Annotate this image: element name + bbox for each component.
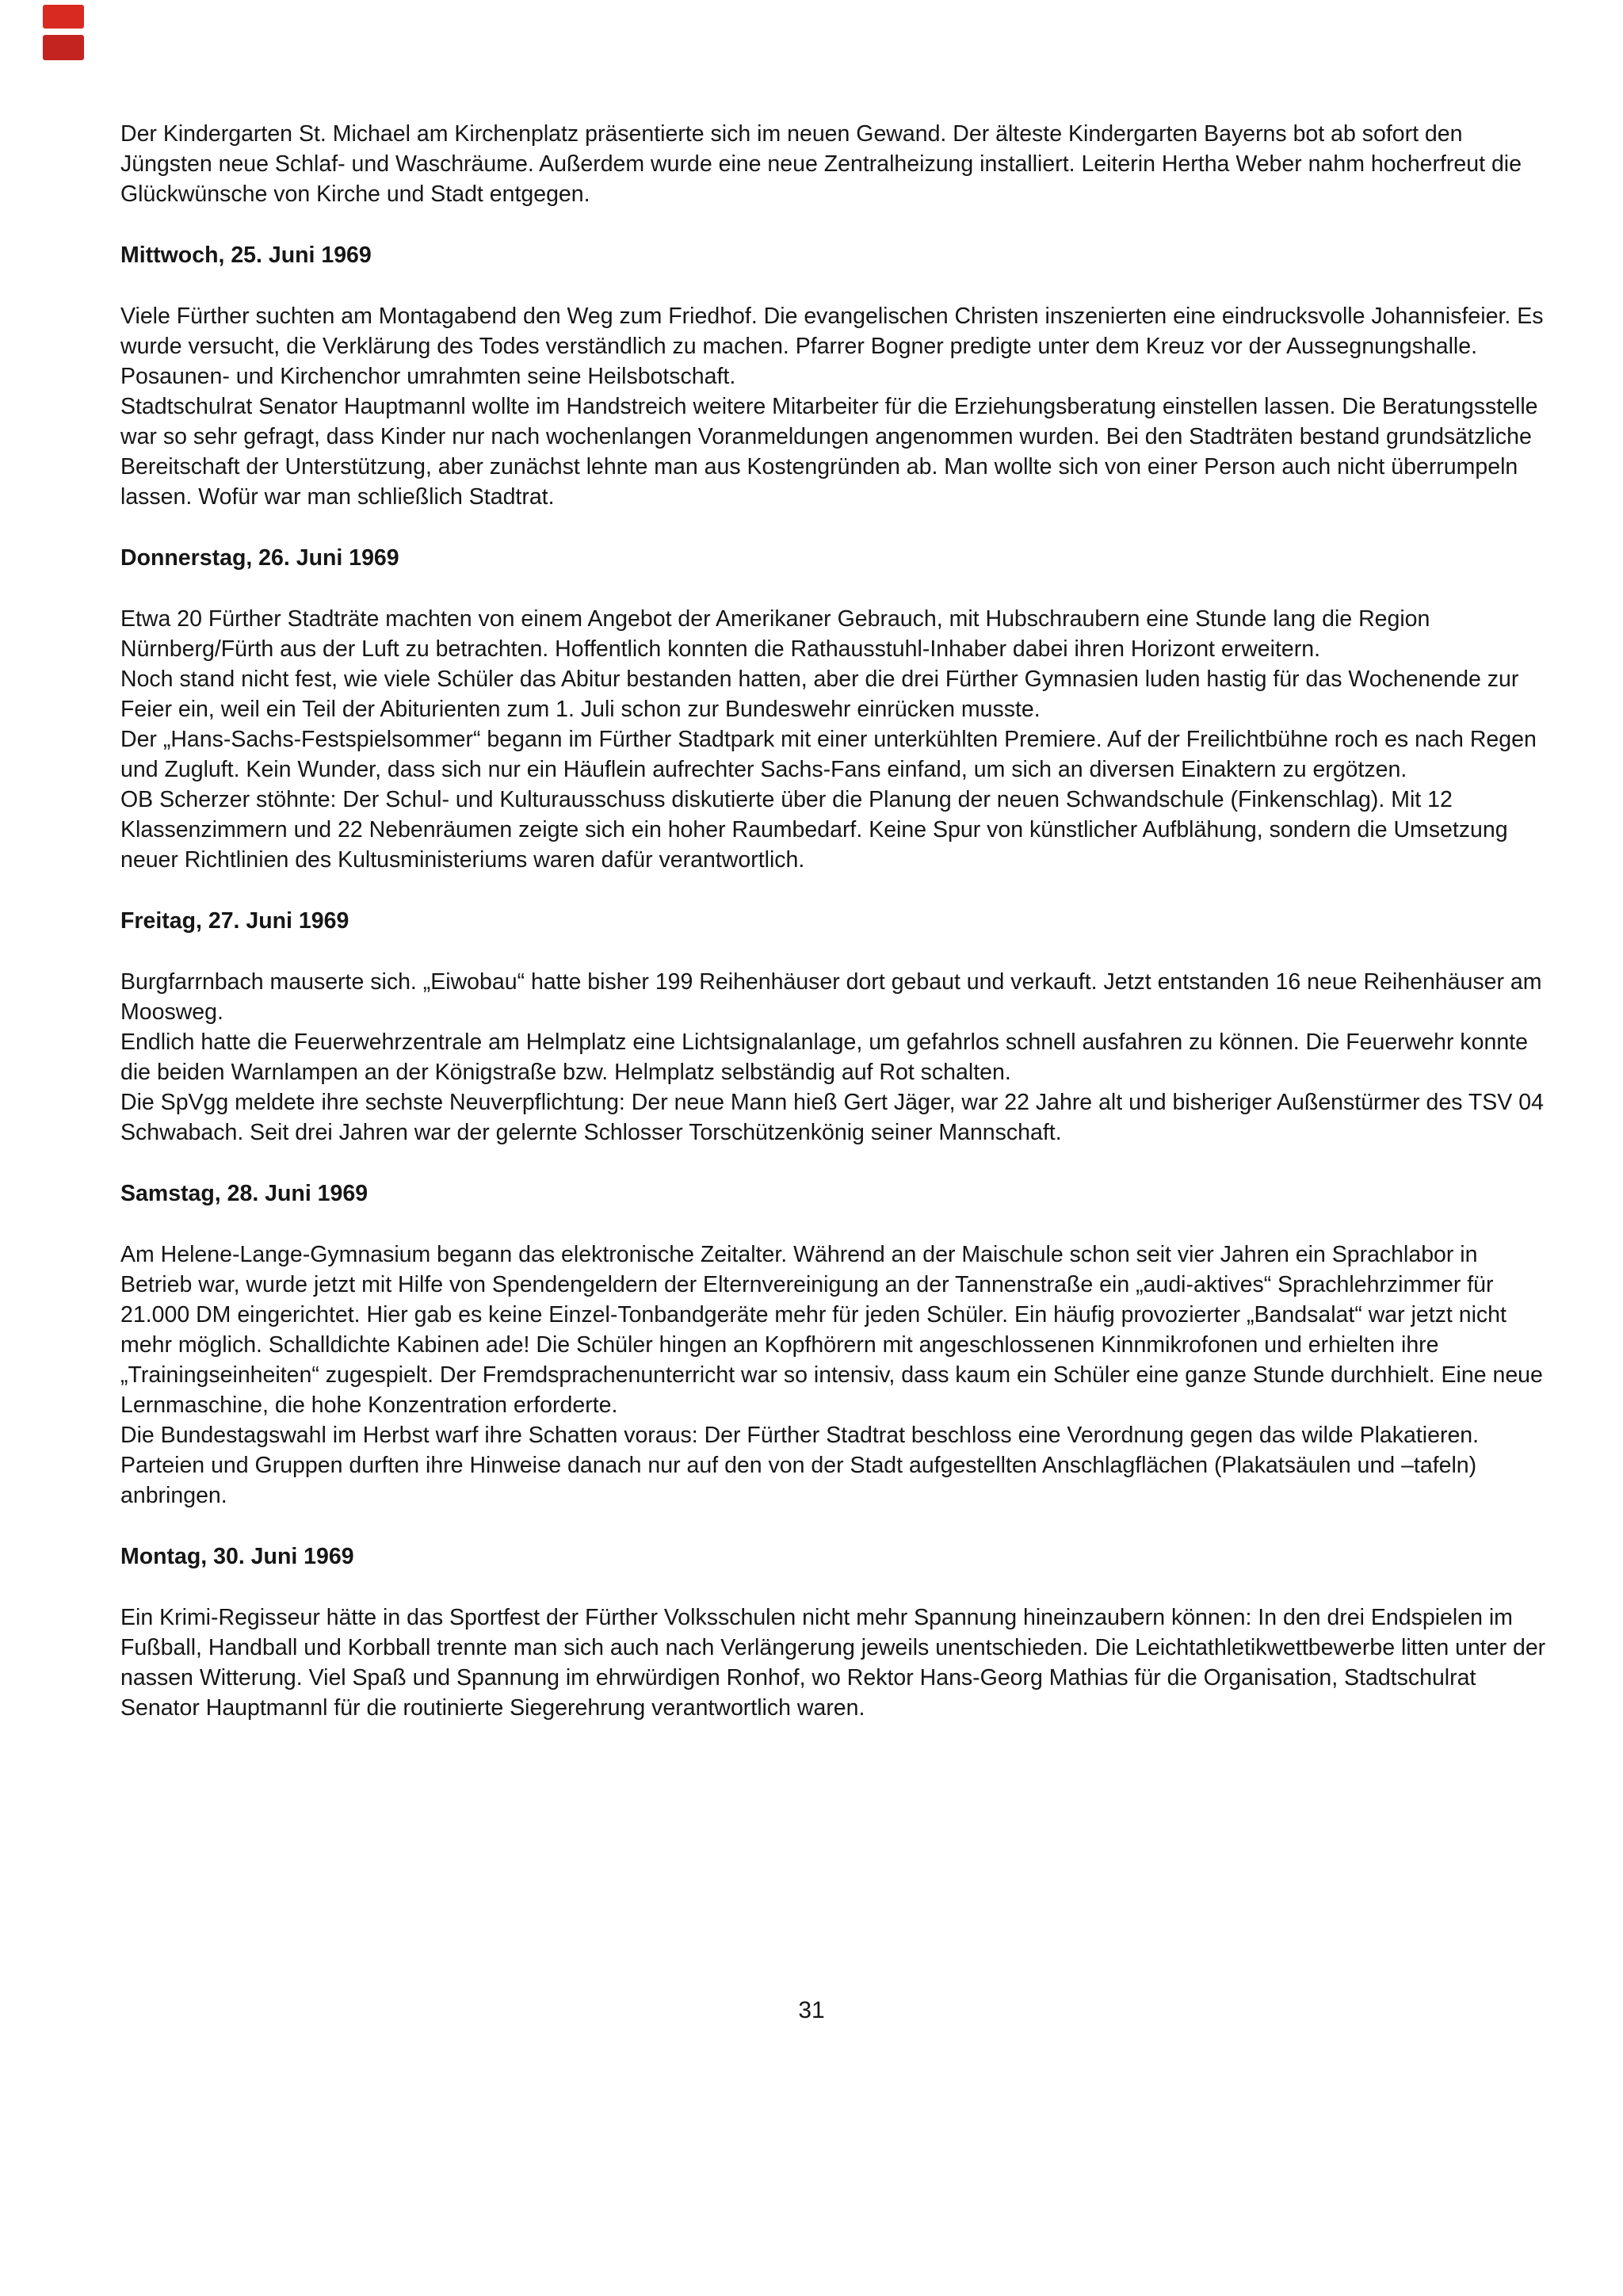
paragraph: Der „Hans-Sachs-Festspielsommer“ begann im Fürther Stadtpark mit einer unterkühlten Premiere. Auf der Freilichtbühne roch es nach Regen und Zugluft. Kein Wunder, dass sich nur ein Häuflein aufrechter Sachs-Fans einfand, um sich an diversen Einaktern zu ergötzen. <box>120 727 1537 782</box>
paragraph: Ein Krimi-Regisseur hätte in das Sportfest der Fürther Volksschulen nicht mehr Spannung hineinzaubern können: In den drei Endspielen im Fußball, Handball und Korbball trennte man sich auch nach Verlängerung jeweils unentschieden. Die Leichtathletikwettbewerbe litten unter der nassen Witterung. Viel Spaß und Spannung im ehrwürdigen Ronhof, wo Rektor Hans-Georg Mathias für die Organisation, Stadtschulrat Senator Hauptmannl für die routinierte Siegerehrung verantwortlich waren. <box>120 1605 1546 1721</box>
paragraph: Noch stand nicht fest, wie viele Schüler das Abitur bestanden hatten, aber die drei Fürther Gymnasien luden hastig für das Wochenende zur Feier ein, weil ein Teil der Abiturienten zum 1. Juli schon zur Bundeswehr einrücken musste. <box>120 667 1519 722</box>
red-scan-mark-bottom <box>43 35 84 60</box>
red-scan-mark-top <box>43 5 84 29</box>
paragraph: Burgfarrnbach mauserte sich. „Eiwobau“ hatte bisher 199 Reihenhäuser dort gebaut und verkauft. Jetzt entstanden 16 neue Reihenhäuser am Moosweg. <box>120 969 1542 1025</box>
paragraph: OB Scherzer stöhnte: Der Schul- und Kulturausschuss diskutierte über die Planung der neuen Schwandschule (Finkenschlag). Mit 12 Klassenzimmern und 22 Nebenräumen zeigte sich ein hoher Raumbedarf. Keine Spur von künstlicher Aufblähung, sondern die Umsetzung neuer Richtlinien des Kultusministeriums waren dafür verantwortlich. <box>120 787 1508 873</box>
date-heading: Freitag, 27. Juni 1969 <box>120 908 349 934</box>
page-number: 31 <box>798 1997 825 2023</box>
date-heading: Donnerstag, 26. Juni 1969 <box>120 545 399 571</box>
paragraph: Viele Fürther suchten am Montagabend den Weg zum Friedhof. Die evangelischen Christen inszenierten eine eindrucksvolle Johannisfeier. Es wurde versucht, die Verklärung des Todes verständlich zu machen. Pfarrer Bogner predigte unter dem Kreuz vor der Aussegnungshalle. Posaunen- und Kirchenchor umrahmten seine Heilsbotschaft. <box>120 304 1544 389</box>
date-heading: Mittwoch, 25. Juni 1969 <box>120 243 372 268</box>
paragraph: Am Helene-Lange-Gymnasium begann das elektronische Zeitalter. Während an der Maischule schon seit vier Jahren ein Sprachlabor in Betrieb war, wurde jetzt mit Hilfe von Spendengeldern der Elternvereinigung an der Tannenstraße ein „audi-aktives“ Sprachlehrzimmer für 21.000 DM eingerichtet. Hier gab es keine Einzel-Tonbandgeräte mehr für jeden Schüler. Ein häufig provozierter „Bandsalat“ war jetzt nicht mehr möglich. Schalldichte Kabinen ade! Die Schüler hingen an Kopfhörern mit angeschlossenen Kinnmikrofonen und erhielten ihre „Trainingseinheiten“ zugespielt. Der Fremdsprachenunterricht war so intensiv, dass kaum ein Schüler eine ganze Stunde durchhielt. Eine neue Lernmaschine, die hohe Konzentration erforderte. <box>120 1242 1543 1418</box>
paragraph: Der Kindergarten St. Michael am Kirchenplatz präsentierte sich im neuen Gewand. Der älteste Kindergarten Bayerns bot ab sofort den Jüngsten neue Schlaf- und Waschräume. Außerdem wurde eine neue Zentralheizung installiert. Leiterin Hertha Weber nahm hocherfreut die Glückwünsche von Kirche und Stadt entgegen. <box>120 121 1522 207</box>
date-heading: Montag, 30. Juni 1969 <box>120 1544 354 1569</box>
paragraph: Endlich hatte die Feuerwehrzentrale am Helmplatz eine Lichtsignalanlage, um gefahrlos schnell ausfahren zu können. Die Feuerwehr konnte die beiden Warnlampen an der Königstraße bzw. Helmplatz selbständig auf Rot schalten. <box>120 1030 1528 1085</box>
paragraph: Die Bundestagswahl im Herbst warf ihre Schatten voraus: Der Fürther Stadtrat beschloss eine Verordnung gegen das wilde Plakatieren. Parteien und Gruppen durften ihre Hinweise danach nur auf den von der Stadt aufgestellten Anschlagflächen (Plakatsäulen und –tafeln) anbringen. <box>120 1423 1480 1508</box>
paragraph: Stadtschulrat Senator Hauptmannl wollte im Handstreich weitere Mitarbeiter für die Erziehungsberatung einstellen lassen. Die Beratungsstelle war so sehr gefragt, dass Kinder nur nach wochenlangen Voranmeldungen angenommen wurden. Bei den Stadträten bestand grundsätzliche Bereitschaft der Unterstützung, aber zunächst lehnte man aus Kostengründen ab. Man wollte sich von einer Person auch nicht überrumpeln lassen. Wofür war man schließlich Stadtrat. <box>120 394 1538 510</box>
paragraph: Etwa 20 Fürther Stadträte machten von einem Angebot der Amerikaner Gebrauch, mit Hubschraubern eine Stunde lang die Region Nürnberg/Fürth aus der Luft zu betrachten. Hoffentlich konnten die Rathausstuhl-Inhaber dabei ihren Horizont erweitern. <box>120 606 1430 662</box>
document-content <box>120 119 1555 1723</box>
paragraph: Die SpVgg meldete ihre sechste Neuverpflichtung: Der neue Mann hieß Gert Jäger, war 22 Jahre alt und bisheriger Außenstürmer des TSV 04 Schwabach. Seit drei Jahren war der gelernte Schlosser Torschützenkönig seiner Mannschaft. <box>120 1090 1544 1145</box>
date-heading: Samstag, 28. Juni 1969 <box>120 1181 369 1206</box>
